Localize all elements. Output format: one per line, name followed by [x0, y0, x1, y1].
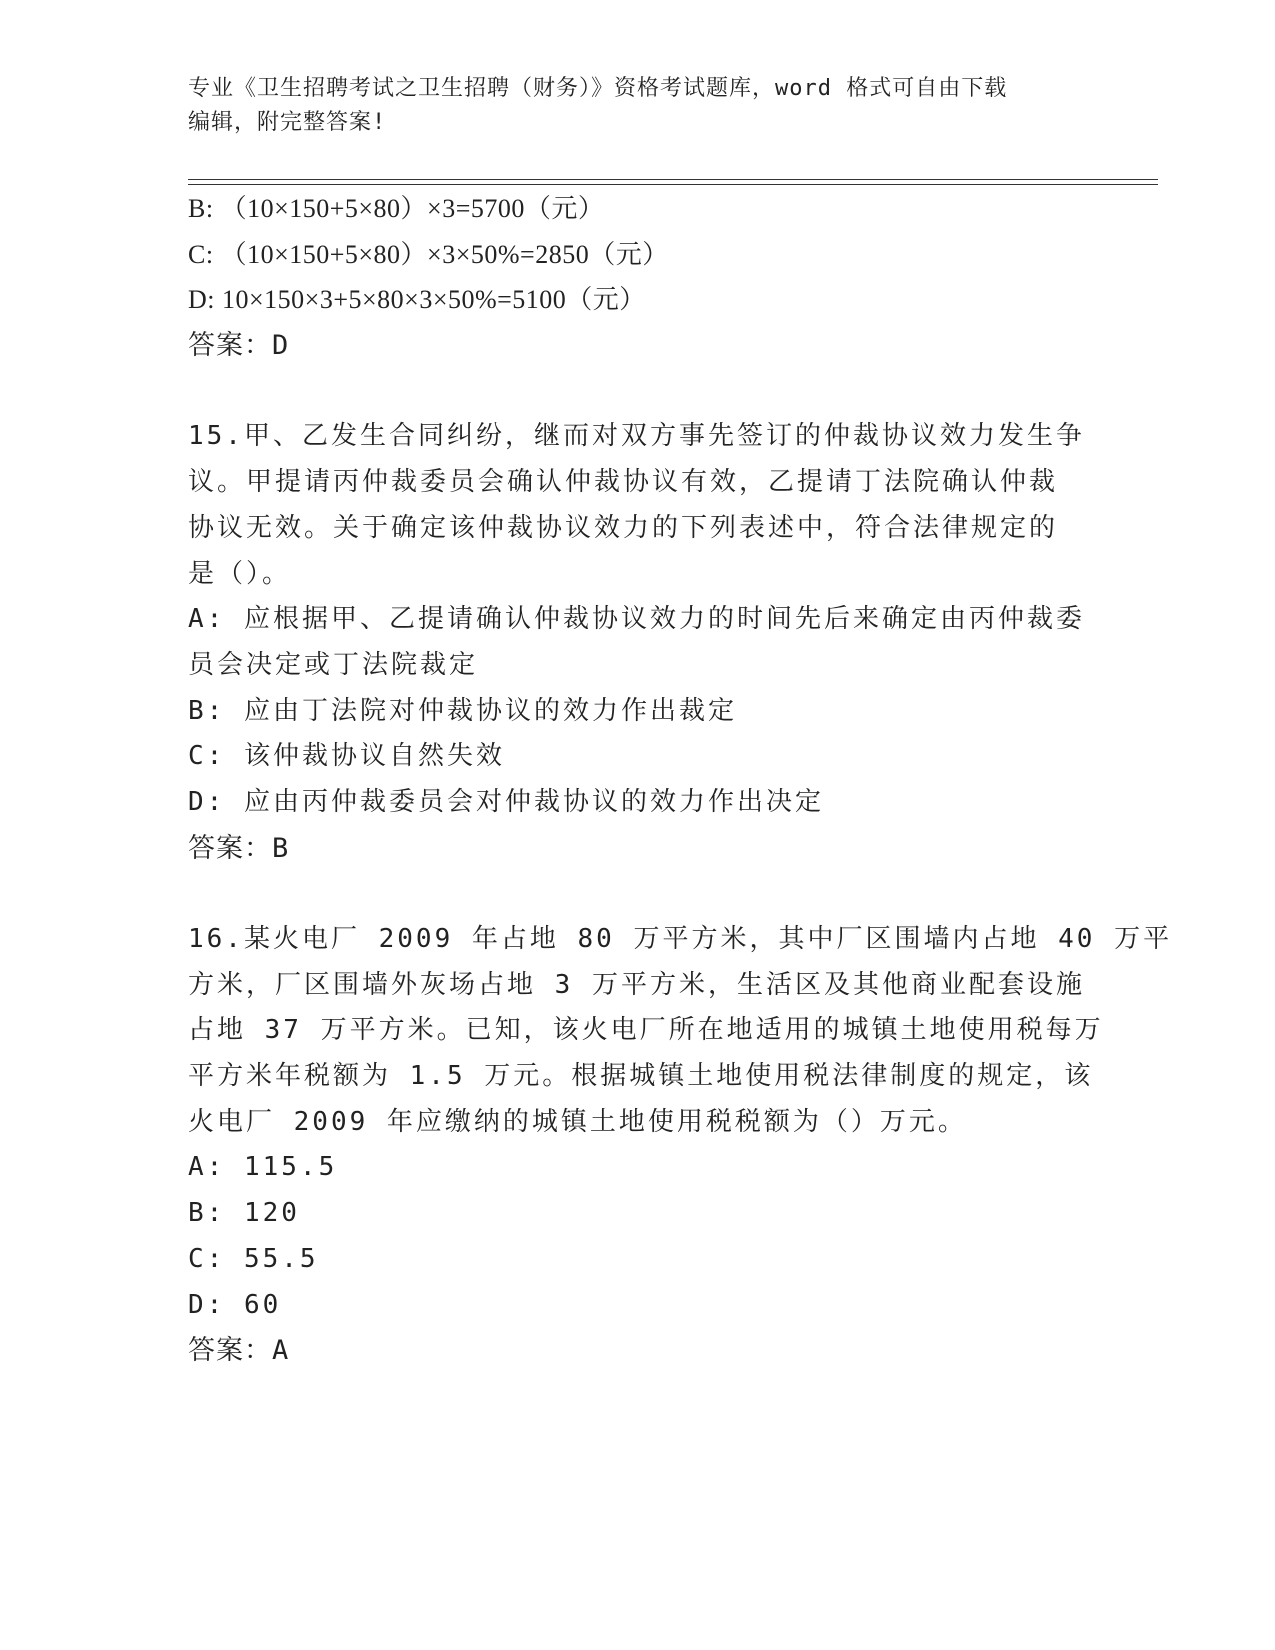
document-body — [188, 186, 1173, 1374]
question-15-option-b: B: 应由丁法院对仲裁协议的效力作出裁定 — [188, 695, 737, 726]
option-c: C: （10×150+5×80）×3×50%=2850（元） — [188, 239, 669, 269]
question-15-stem-line: 协议无效。关于确定该仲裁协议效力的下列表述中，符合法律规定的 — [188, 512, 1059, 543]
document-header — [188, 72, 1088, 140]
previous-question-block — [188, 186, 1088, 369]
question-16-option-b: B: 120 — [188, 1198, 300, 1229]
question-15-option-a: A: 应根据甲、乙提请确认仲裁协议效力的时间先后来确定由丙仲裁委 — [188, 604, 1085, 635]
header-line-2: 编辑，附完整答案! — [188, 110, 387, 135]
question-16-stem-line: 占地 37 万平方米。已知，该火电厂所在地适用的城镇土地使用税每万 — [188, 1015, 1104, 1046]
header-divider-top — [188, 179, 1158, 180]
question-16-option-c: C: 55.5 — [188, 1243, 319, 1274]
question-16-stem-line: 火电厂 2009 年应缴纳的城镇土地使用税税额为（）万元。 — [188, 1106, 967, 1137]
question-15-stem-line: 15.甲、乙发生合同纠纷，继而对双方事先签订的仲裁协议效力发生争 — [188, 421, 1085, 452]
option-d: D: 10×150×3+5×80×3×50%=5100（元） — [188, 285, 646, 315]
question-16-option-a: A: 115.5 — [188, 1152, 338, 1183]
question-15-option-d: D: 应由丙仲裁委员会对仲裁协议的效力作出决定 — [188, 786, 824, 817]
question-16-block — [188, 917, 1173, 1374]
header-divider-bottom — [188, 184, 1158, 185]
option-b: B: （10×150+5×80）×3=5700（元） — [188, 194, 605, 223]
question-16-stem-line: 方米，厂区围墙外灰场占地 3 万平方米，生活区及其他商业配套设施 — [188, 969, 1085, 1000]
question-16-answer: 答案：A — [188, 1335, 290, 1367]
question-15-option-a-cont: 员会决定或丁法院裁定 — [188, 649, 479, 680]
spacer — [188, 369, 1088, 415]
question-15-answer: 答案：B — [188, 832, 290, 864]
answer-line: 答案：D — [188, 330, 290, 362]
spacer — [188, 871, 1088, 917]
question-15-stem-line: 是（）。 — [188, 558, 292, 589]
question-16-stem-line: 16.某火电厂 2009 年占地 80 万平方米，其中厂区围墙内占地 40 万平 — [188, 924, 1173, 954]
question-15-option-c: C: 该仲裁协议自然失效 — [188, 741, 505, 772]
question-16-stem-line: 平方米年税额为 1.5 万元。根据城镇土地使用税法律制度的规定，该 — [188, 1061, 1094, 1092]
question-15-stem-line: 议。甲提请丙仲裁委员会确认仲裁协议有效，乙提请丁法院确认仲裁 — [188, 467, 1059, 498]
question-16-option-d: D: 60 — [188, 1289, 282, 1320]
question-15-block — [188, 414, 1088, 871]
header-line-1: 专业《卫生招聘考试之卫生招聘（财务）》资格考试题库，word 格式可自由下载 — [188, 76, 1008, 101]
